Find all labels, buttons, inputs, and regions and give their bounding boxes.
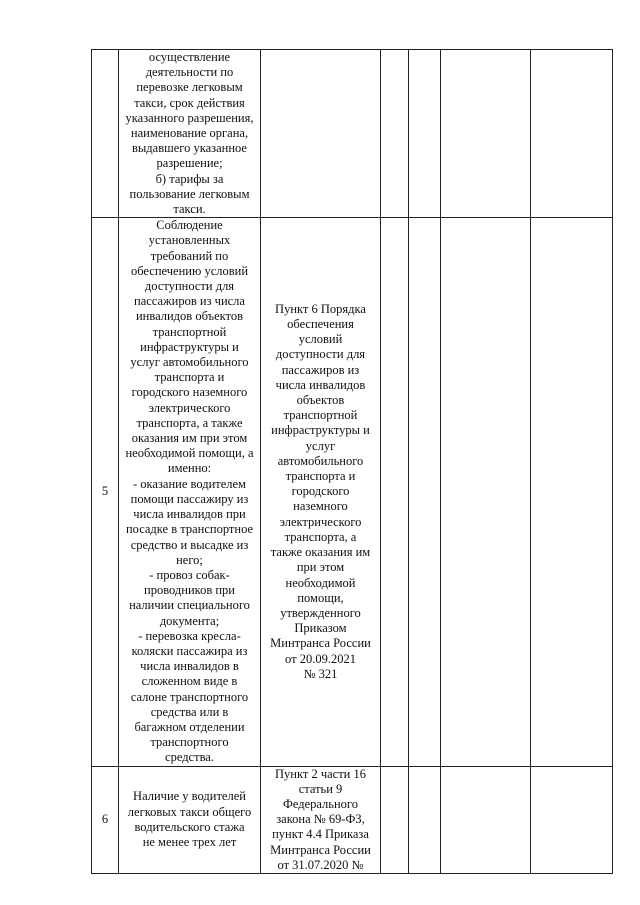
legal-act-cell — [261, 50, 381, 218]
empty-cell — [531, 218, 613, 766]
legal-act-cell: Пункт 2 части 16 статьи 9 Федерального закона № 69-ФЗ, пункт 4.4 Приказа Минтранса России от 31.07.2020 № — [261, 766, 381, 873]
row-number-cell — [92, 50, 119, 218]
row-number-cell: 5 — [92, 218, 119, 766]
empty-cell — [409, 50, 441, 218]
table-row — [92, 218, 613, 766]
empty-cell — [441, 218, 531, 766]
row-number-cell: 6 — [92, 766, 119, 873]
legal-act-cell: Пункт 6 Порядка обеспечения условий доступности для пассажиров из числа инвалидов объектов транспортной инфраструктуры и услуг автомобильного транспорта и городского наземного электрического транспорта, а также оказания им при этом необходимой помощи, утвержденного Приказом Минтранса России от 20.09.2021 № 321 — [261, 218, 381, 766]
table-row — [92, 50, 613, 218]
empty-cell — [409, 766, 441, 873]
table-row — [92, 766, 613, 873]
requirement-cell: Наличие у водителей легковых такси общего водительского стажа не менее трех лет — [119, 766, 261, 873]
empty-cell — [531, 50, 613, 218]
empty-cell — [381, 50, 409, 218]
empty-cell — [441, 766, 531, 873]
requirement-cell: Соблюдение установленных требований по обеспечению условий доступности для пассажиров из числа инвалидов объектов транспортной инфраструктуры и услуг автомобильного транспорта и городского наземного электрического транспорта, а также оказания им при этом необходимой помощи, а именно: - оказание водителем помощи пассажиру из числа инвалидов при посадке в транспортное средство и высадке из него; - провоз собак- проводников при наличии специального документа; - перевозка кресла- коляски пассажира из числа инвалидов в сложенном виде в салоне транспортного средства или в багажном отделении транспортного средства. — [119, 218, 261, 766]
empty-cell — [381, 766, 409, 873]
empty-cell — [531, 766, 613, 873]
empty-cell — [441, 50, 531, 218]
empty-cell — [381, 218, 409, 766]
empty-cell — [409, 218, 441, 766]
requirements-table — [91, 49, 613, 874]
requirement-cell: осуществление деятельности по перевозке легковым такси, срок действия указанного разрешения, наименование органа, выдавшего указанное разрешение; б) тарифы за пользование легковым такси. — [119, 50, 261, 218]
